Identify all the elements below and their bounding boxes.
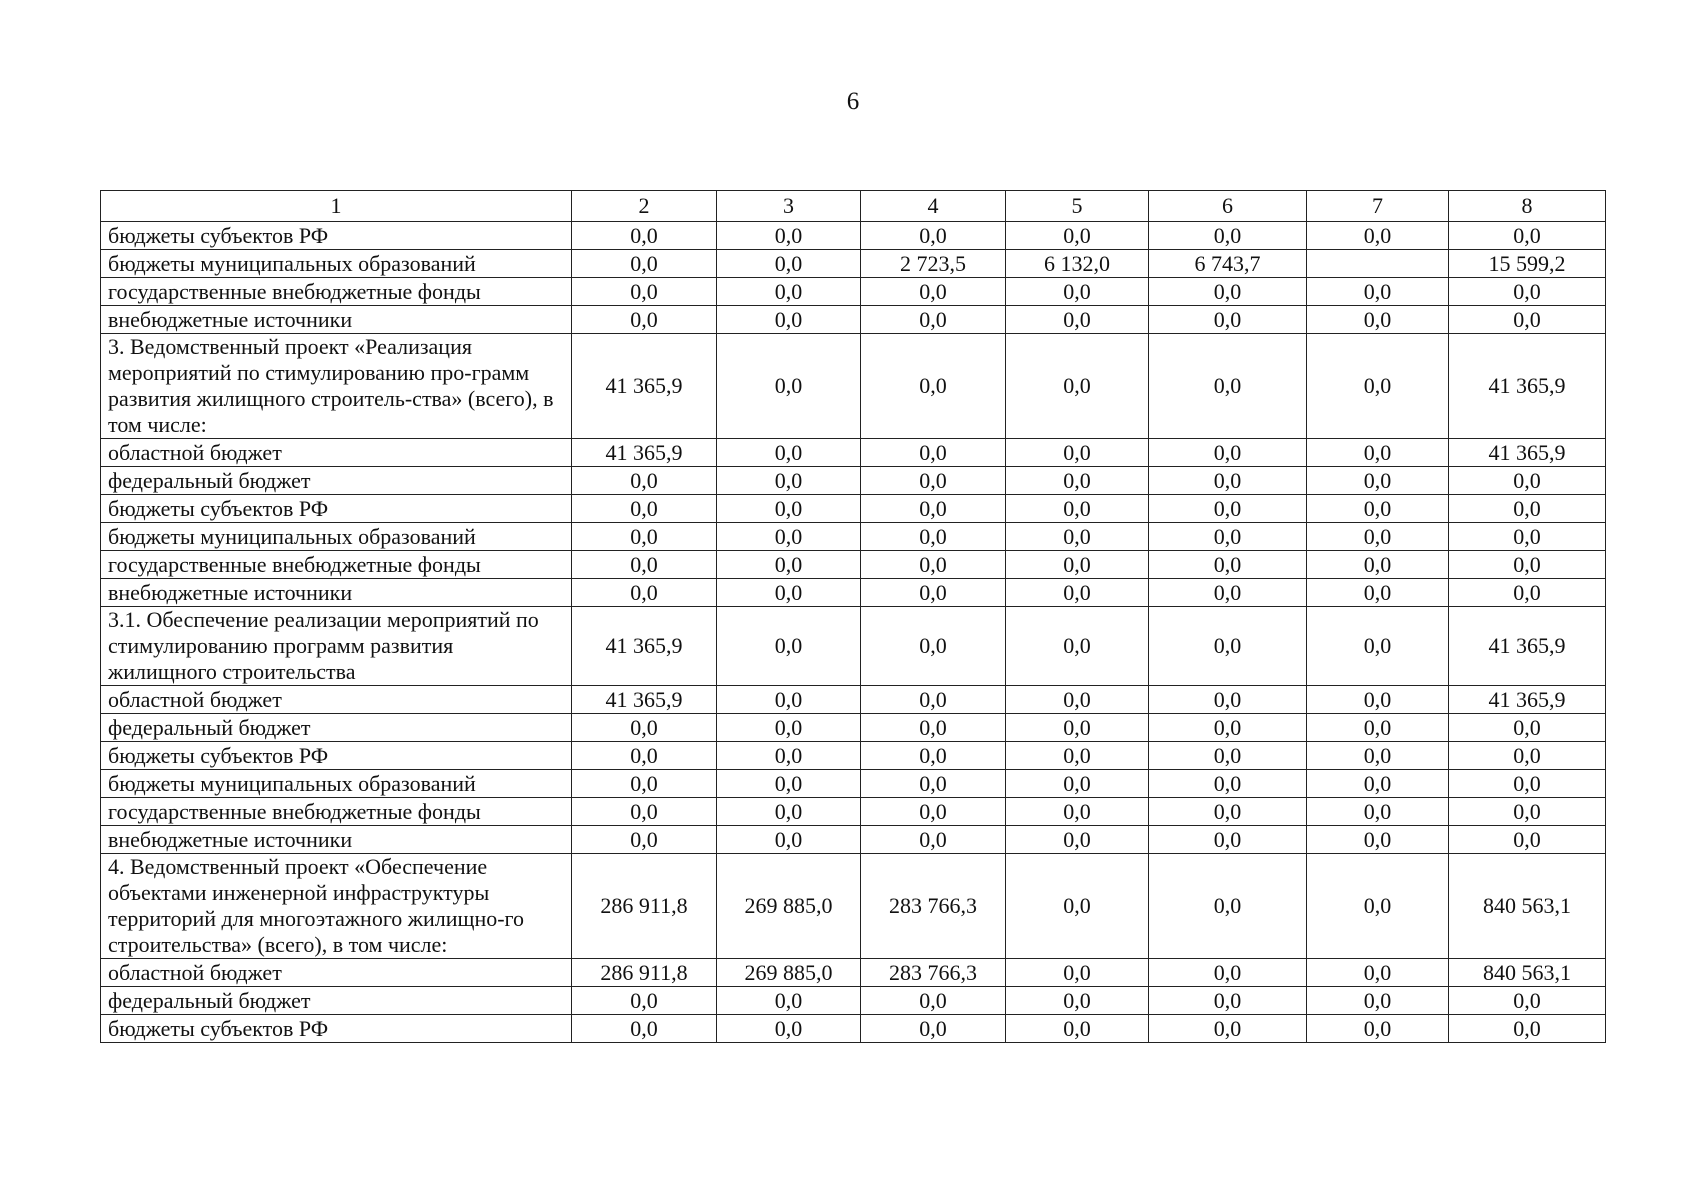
value-cell: 0,0 bbox=[1149, 439, 1307, 467]
value-cell: 6 132,0 bbox=[1006, 250, 1149, 278]
value-cell: 0,0 bbox=[861, 742, 1006, 770]
value-cell: 0,0 bbox=[572, 826, 717, 854]
value-cell: 0,0 bbox=[717, 551, 861, 579]
row-label: федеральный бюджет bbox=[101, 467, 572, 495]
table-row bbox=[101, 686, 1606, 714]
value-cell: 0,0 bbox=[1307, 551, 1449, 579]
value-cell: 0,0 bbox=[572, 987, 717, 1015]
value-cell: 0,0 bbox=[572, 798, 717, 826]
value-cell: 0,0 bbox=[572, 222, 717, 250]
value-cell: 0,0 bbox=[717, 334, 861, 439]
value-cell: 0,0 bbox=[1307, 278, 1449, 306]
value-cell: 0,0 bbox=[1149, 1015, 1307, 1043]
table-row bbox=[101, 579, 1606, 607]
value-cell: 0,0 bbox=[1006, 742, 1149, 770]
value-cell: 0,0 bbox=[1149, 770, 1307, 798]
value-cell: 0,0 bbox=[861, 439, 1006, 467]
value-cell: 0,0 bbox=[1307, 798, 1449, 826]
row-label: областной бюджет bbox=[101, 686, 572, 714]
value-cell: 0,0 bbox=[717, 686, 861, 714]
value-cell: 0,0 bbox=[717, 523, 861, 551]
table-body bbox=[101, 191, 1606, 1043]
value-cell: 0,0 bbox=[1006, 987, 1149, 1015]
value-cell: 0,0 bbox=[861, 523, 1006, 551]
value-cell: 0,0 bbox=[1006, 686, 1149, 714]
value-cell: 0,0 bbox=[1307, 770, 1449, 798]
table-row bbox=[101, 770, 1606, 798]
table-row bbox=[101, 1015, 1606, 1043]
column-number-header: 8 bbox=[1449, 191, 1606, 222]
value-cell: 41 365,9 bbox=[1449, 607, 1606, 686]
value-cell: 0,0 bbox=[717, 714, 861, 742]
value-cell: 0,0 bbox=[1149, 714, 1307, 742]
value-cell: 0,0 bbox=[717, 306, 861, 334]
value-cell: 0,0 bbox=[861, 495, 1006, 523]
table-row bbox=[101, 551, 1606, 579]
value-cell: 0,0 bbox=[1307, 222, 1449, 250]
value-cell: 0,0 bbox=[717, 278, 861, 306]
value-cell: 0,0 bbox=[861, 826, 1006, 854]
value-cell: 0,0 bbox=[1006, 854, 1149, 959]
value-cell: 0,0 bbox=[1149, 334, 1307, 439]
value-cell: 0,0 bbox=[861, 607, 1006, 686]
value-cell: 0,0 bbox=[861, 686, 1006, 714]
value-cell: 0,0 bbox=[717, 222, 861, 250]
value-cell: 0,0 bbox=[572, 523, 717, 551]
value-cell: 0,0 bbox=[1149, 987, 1307, 1015]
row-label: государственные внебюджетные фонды bbox=[101, 551, 572, 579]
row-label: внебюджетные источники bbox=[101, 579, 572, 607]
column-number-header: 2 bbox=[572, 191, 717, 222]
value-cell: 0,0 bbox=[1149, 222, 1307, 250]
table-row bbox=[101, 826, 1606, 854]
value-cell: 0,0 bbox=[717, 798, 861, 826]
table-row bbox=[101, 250, 1606, 278]
row-label: бюджеты муниципальных образований bbox=[101, 770, 572, 798]
value-cell: 283 766,3 bbox=[861, 854, 1006, 959]
budget-table-container bbox=[100, 190, 1605, 1043]
value-cell: 0,0 bbox=[1006, 714, 1149, 742]
table-row bbox=[101, 222, 1606, 250]
value-cell: 0,0 bbox=[1149, 306, 1307, 334]
value-cell: 0,0 bbox=[1449, 826, 1606, 854]
value-cell: 0,0 bbox=[1006, 607, 1149, 686]
value-cell: 0,0 bbox=[861, 770, 1006, 798]
value-cell: 0,0 bbox=[1449, 551, 1606, 579]
value-cell: 0,0 bbox=[1449, 278, 1606, 306]
column-number-header: 1 bbox=[101, 191, 572, 222]
value-cell: 0,0 bbox=[717, 467, 861, 495]
value-cell: 41 365,9 bbox=[572, 686, 717, 714]
row-label: государственные внебюджетные фонды bbox=[101, 798, 572, 826]
value-cell: 840 563,1 bbox=[1449, 959, 1606, 987]
value-cell: 41 365,9 bbox=[572, 439, 717, 467]
table-row bbox=[101, 742, 1606, 770]
value-cell: 0,0 bbox=[1307, 306, 1449, 334]
value-cell: 0,0 bbox=[1307, 742, 1449, 770]
value-cell: 0,0 bbox=[1449, 467, 1606, 495]
page-number: 6 bbox=[846, 88, 860, 115]
table-header-row bbox=[101, 191, 1606, 222]
value-cell: 0,0 bbox=[1006, 439, 1149, 467]
value-cell: 0,0 bbox=[1449, 742, 1606, 770]
value-cell: 0,0 bbox=[861, 278, 1006, 306]
value-cell: 0,0 bbox=[572, 1015, 717, 1043]
value-cell: 0,0 bbox=[717, 742, 861, 770]
value-cell: 6 743,7 bbox=[1149, 250, 1307, 278]
table-row bbox=[101, 439, 1606, 467]
value-cell: 0,0 bbox=[1449, 579, 1606, 607]
value-cell: 0,0 bbox=[572, 579, 717, 607]
value-cell: 0,0 bbox=[1449, 306, 1606, 334]
row-label: областной бюджет bbox=[101, 959, 572, 987]
table-row bbox=[101, 959, 1606, 987]
value-cell: 0,0 bbox=[717, 987, 861, 1015]
value-cell: 0,0 bbox=[1006, 579, 1149, 607]
value-cell: 0,0 bbox=[1307, 1015, 1449, 1043]
value-cell: 0,0 bbox=[1449, 987, 1606, 1015]
value-cell: 0,0 bbox=[1449, 798, 1606, 826]
value-cell: 269 885,0 bbox=[717, 854, 861, 959]
row-label: 3.1. Обеспечение реализации мероприятий по стимулированию программ развития жилищного строительства bbox=[101, 607, 572, 686]
value-cell: 0,0 bbox=[1307, 495, 1449, 523]
value-cell: 0,0 bbox=[1006, 770, 1149, 798]
value-cell: 0,0 bbox=[1149, 742, 1307, 770]
value-cell: 41 365,9 bbox=[572, 607, 717, 686]
value-cell: 0,0 bbox=[1006, 334, 1149, 439]
value-cell: 0,0 bbox=[861, 987, 1006, 1015]
value-cell: 0,0 bbox=[572, 551, 717, 579]
value-cell: 0,0 bbox=[1307, 334, 1449, 439]
value-cell: 0,0 bbox=[1006, 495, 1149, 523]
row-label: 4. Ведомственный проект «Обеспечение объектами инженерной инфраструктуры территорий для многоэтажного жилищно-го строительства» (всего), в том числе: bbox=[101, 854, 572, 959]
value-cell: 41 365,9 bbox=[1449, 334, 1606, 439]
row-label: внебюджетные источники bbox=[101, 306, 572, 334]
value-cell: 0,0 bbox=[861, 714, 1006, 742]
table-row bbox=[101, 523, 1606, 551]
value-cell: 0,0 bbox=[717, 826, 861, 854]
value-cell: 0,0 bbox=[1149, 551, 1307, 579]
table-row bbox=[101, 495, 1606, 523]
column-number-header: 4 bbox=[861, 191, 1006, 222]
value-cell: 41 365,9 bbox=[1449, 439, 1606, 467]
value-cell: 0,0 bbox=[861, 551, 1006, 579]
row-label: бюджеты муниципальных образований bbox=[101, 523, 572, 551]
value-cell: 0,0 bbox=[1149, 495, 1307, 523]
value-cell: 0,0 bbox=[1149, 826, 1307, 854]
value-cell: 0,0 bbox=[717, 579, 861, 607]
value-cell: 0,0 bbox=[1149, 959, 1307, 987]
value-cell: 0,0 bbox=[1149, 854, 1307, 959]
value-cell: 0,0 bbox=[1006, 551, 1149, 579]
value-cell: 0,0 bbox=[572, 742, 717, 770]
value-cell: 0,0 bbox=[1449, 523, 1606, 551]
table-row bbox=[101, 607, 1606, 686]
table-row bbox=[101, 798, 1606, 826]
value-cell: 0,0 bbox=[1006, 306, 1149, 334]
value-cell: 0,0 bbox=[1449, 222, 1606, 250]
value-cell: 0,0 bbox=[1006, 467, 1149, 495]
value-cell: 0,0 bbox=[861, 222, 1006, 250]
value-cell: 0,0 bbox=[1307, 987, 1449, 1015]
value-cell: 0,0 bbox=[717, 1015, 861, 1043]
value-cell: 0,0 bbox=[1307, 523, 1449, 551]
value-cell: 0,0 bbox=[861, 798, 1006, 826]
value-cell: 0,0 bbox=[861, 334, 1006, 439]
value-cell: 0,0 bbox=[1307, 959, 1449, 987]
value-cell: 0,0 bbox=[717, 250, 861, 278]
value-cell: 0,0 bbox=[1149, 467, 1307, 495]
value-cell: 0,0 bbox=[572, 495, 717, 523]
row-label: бюджеты муниципальных образований bbox=[101, 250, 572, 278]
table-row bbox=[101, 714, 1606, 742]
value-cell: 0,0 bbox=[572, 278, 717, 306]
value-cell: 0,0 bbox=[1149, 579, 1307, 607]
value-cell: 0,0 bbox=[1006, 1015, 1149, 1043]
row-label: бюджеты субъектов РФ bbox=[101, 742, 572, 770]
value-cell: 0,0 bbox=[1149, 798, 1307, 826]
value-cell: 286 911,8 bbox=[572, 959, 717, 987]
value-cell: 0,0 bbox=[1449, 1015, 1606, 1043]
value-cell: 0,0 bbox=[1006, 826, 1149, 854]
value-cell: 0,0 bbox=[1006, 798, 1149, 826]
row-label: внебюджетные источники bbox=[101, 826, 572, 854]
column-number-header: 3 bbox=[717, 191, 861, 222]
value-cell: 0,0 bbox=[572, 770, 717, 798]
value-cell: 0,0 bbox=[1307, 686, 1449, 714]
row-label: федеральный бюджет bbox=[101, 714, 572, 742]
value-cell: 41 365,9 bbox=[1449, 686, 1606, 714]
value-cell: 0,0 bbox=[1307, 854, 1449, 959]
row-label: бюджеты субъектов РФ bbox=[101, 495, 572, 523]
value-cell: 0,0 bbox=[572, 306, 717, 334]
value-cell: 0,0 bbox=[1449, 714, 1606, 742]
table-row bbox=[101, 278, 1606, 306]
value-cell: 0,0 bbox=[1149, 278, 1307, 306]
row-label: федеральный бюджет bbox=[101, 987, 572, 1015]
value-cell: 283 766,3 bbox=[861, 959, 1006, 987]
value-cell: 0,0 bbox=[717, 607, 861, 686]
row-label: государственные внебюджетные фонды bbox=[101, 278, 572, 306]
value-cell: 0,0 bbox=[572, 714, 717, 742]
value-cell: 286 911,8 bbox=[572, 854, 717, 959]
value-cell: 0,0 bbox=[1307, 467, 1449, 495]
table-row bbox=[101, 987, 1606, 1015]
value-cell: 269 885,0 bbox=[717, 959, 861, 987]
value-cell: 41 365,9 bbox=[572, 334, 717, 439]
value-cell: 0,0 bbox=[1006, 523, 1149, 551]
value-cell: 15 599,2 bbox=[1449, 250, 1606, 278]
table-row bbox=[101, 306, 1606, 334]
value-cell: 0,0 bbox=[1307, 826, 1449, 854]
value-cell: 0,0 bbox=[1006, 222, 1149, 250]
value-cell: 840 563,1 bbox=[1449, 854, 1606, 959]
value-cell: 0,0 bbox=[1006, 959, 1149, 987]
value-cell: 2 723,5 bbox=[861, 250, 1006, 278]
value-cell: 0,0 bbox=[572, 467, 717, 495]
value-cell: 0,0 bbox=[717, 439, 861, 467]
row-label: областной бюджет bbox=[101, 439, 572, 467]
value-cell: 0,0 bbox=[1307, 607, 1449, 686]
value-cell: 0,0 bbox=[1307, 714, 1449, 742]
value-cell: 0,0 bbox=[861, 579, 1006, 607]
value-cell: 0,0 bbox=[1149, 523, 1307, 551]
budget-table bbox=[100, 190, 1606, 1043]
value-cell: 0,0 bbox=[861, 1015, 1006, 1043]
value-cell: 0,0 bbox=[1449, 495, 1606, 523]
value-cell: 0,0 bbox=[572, 250, 717, 278]
value-cell: 0,0 bbox=[717, 770, 861, 798]
row-label: бюджеты субъектов РФ bbox=[101, 1015, 572, 1043]
table-row bbox=[101, 854, 1606, 959]
value-cell: 0,0 bbox=[717, 495, 861, 523]
row-label: бюджеты субъектов РФ bbox=[101, 222, 572, 250]
value-cell: 0,0 bbox=[861, 306, 1006, 334]
value-cell: 0,0 bbox=[1006, 278, 1149, 306]
value-cell: 0,0 bbox=[1449, 770, 1606, 798]
value-cell bbox=[1307, 250, 1449, 278]
column-number-header: 5 bbox=[1006, 191, 1149, 222]
table-row bbox=[101, 334, 1606, 439]
value-cell: 0,0 bbox=[1307, 439, 1449, 467]
value-cell: 0,0 bbox=[1307, 579, 1449, 607]
value-cell: 0,0 bbox=[1149, 686, 1307, 714]
column-number-header: 7 bbox=[1307, 191, 1449, 222]
value-cell: 0,0 bbox=[1149, 607, 1307, 686]
row-label: 3. Ведомственный проект «Реализация мероприятий по стимулированию про-грамм развития жилищного строитель-ства» (всего), в том числе: bbox=[101, 334, 572, 439]
column-number-header: 6 bbox=[1149, 191, 1307, 222]
value-cell: 0,0 bbox=[861, 467, 1006, 495]
table-row bbox=[101, 467, 1606, 495]
